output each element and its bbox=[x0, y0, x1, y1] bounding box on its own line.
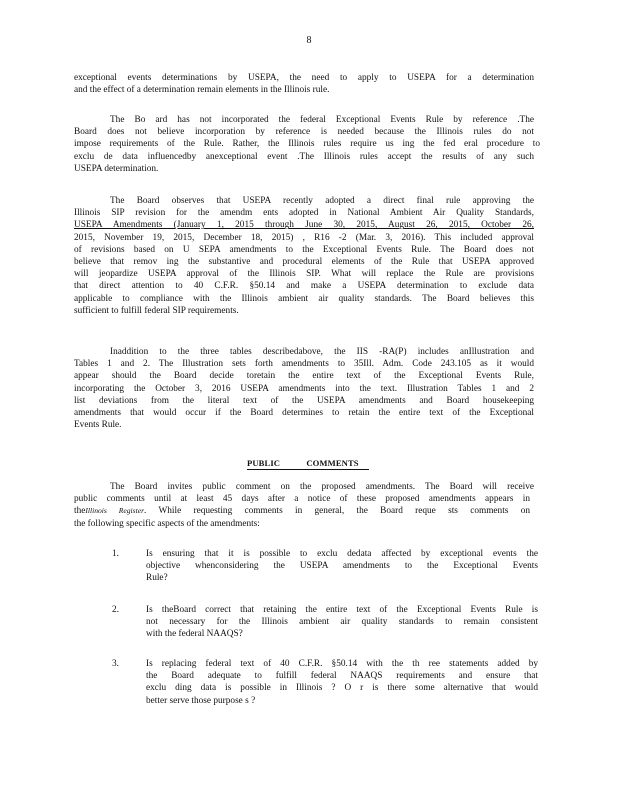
text-line: exceptional events determinations by USEPA, the need to apply to USEPA for a determination bbox=[74, 73, 534, 83]
text-line: the following specific aspects of the amendments: bbox=[74, 518, 260, 529]
question-number: 1. bbox=[112, 549, 119, 559]
text-line: appear should the Board decide toretain the entire text of the Exceptional Events Rule, bbox=[74, 371, 534, 382]
journal-title: Illinois Register bbox=[85, 506, 145, 516]
text-line bbox=[74, 505, 530, 517]
text-line: of revisions based on U SEPA amendments to the Exceptional Events Rule. The Board does not bbox=[74, 244, 534, 255]
text-line: Is ensuring that it is possible to exclu dedata affected by exceptional events the bbox=[146, 549, 538, 559]
text-line: Illinois SIP revision for the amendm ents adopted in National Ambient Air Quality Standards, bbox=[74, 208, 534, 219]
text-line: list deviations from the literal text of the USEPA amendments and Board housekeeping bbox=[74, 395, 534, 406]
text-line: objective whenconsidering the USEPA amendments to the Exceptional Events bbox=[146, 561, 538, 572]
paragraph-4 bbox=[74, 346, 534, 431]
page-number: 8 bbox=[306, 35, 312, 46]
text-line: that direct attention to 40 C.F.R. §50.14 and make a USEPA determination to exclude data bbox=[74, 281, 534, 292]
text-line: Board does not believe incorporation by reference is needed because the Illinois rules do not bbox=[74, 127, 534, 138]
text-line: the Board adequate to fulfill federal NAAQS requirements and ensure that bbox=[146, 671, 538, 682]
question-number: 2. bbox=[112, 605, 119, 615]
text-line: applicable to compliance with the Illinois ambient air quality standards. The Board believes this bbox=[74, 293, 534, 304]
text-line: believe that remov ing the substantive and procedural elements of the Rule that USEPA approved bbox=[74, 257, 534, 268]
text-line: and the effect of a determination remain elements in the Illinois rule. bbox=[74, 85, 330, 96]
text-line: The Board observes that USEPA recently adopted a direct final rule approving the bbox=[110, 196, 534, 206]
public-comments-paragraph bbox=[74, 481, 534, 530]
text-line: public comments until at least 45 days after a notice of these proposed amendments appears in bbox=[74, 494, 530, 505]
paragraph-3 bbox=[74, 195, 534, 317]
text-line: USEPA determination. bbox=[74, 163, 159, 174]
text-line: The Bo ard has not incorporated the federal Exceptional Events Rule by reference .The bbox=[110, 115, 534, 125]
text-line: Is replacing federal text of 40 C.F.R. §50.14 with the th ree statements added by bbox=[146, 659, 538, 669]
text-line: better serve those purpose s ? bbox=[146, 695, 256, 706]
text-line: Is theBoard correct that retaining the entire text of the Exceptional Events Rule is bbox=[146, 605, 538, 615]
text-line: exclu ding data is possible in Illinois ? O r is there some alternative that would bbox=[146, 683, 538, 694]
text-line: with the federal NAAQS? bbox=[146, 629, 243, 640]
text-line: sufficient to fulfill federal SIP requirements. bbox=[74, 305, 239, 316]
section-heading: PUBLIC COMMENTS bbox=[247, 458, 369, 470]
text-line: The Board invites public comment on the proposed amendments. The Board will receive bbox=[110, 482, 534, 492]
question-number: 3. bbox=[112, 659, 119, 669]
text-line: Events Rule. bbox=[74, 420, 122, 431]
text-line: Tables 1 and 2. The Illustration sets forth amendments to 35Ill. Adm. Code 243.105 as it would bbox=[74, 359, 534, 370]
text-line: impose requirements of the Rule. Rather, the Illinois rules require us ing the fed eral procedure to bbox=[74, 139, 540, 150]
text-line: exclu de data influencedby anexceptional event .The Illinois rules accept the results of any such bbox=[74, 151, 534, 162]
text-line: amendments that would occur if the Board determines to retain the entire text of the Exceptional bbox=[74, 408, 534, 419]
text-line: Inaddition to the three tables describedabove, the IIS -RA(P) includes anIllustration and bbox=[110, 347, 534, 357]
text-fragment: the bbox=[74, 506, 86, 517]
citation-line: USEPA Amendments (January 1, 2015 through June 30, 2015, August 26, 2015, October 26, bbox=[74, 220, 534, 231]
text-fragment: . While requesting comments in general, the Board reque sts comments on bbox=[144, 506, 530, 517]
text-line: Rule? bbox=[146, 573, 168, 584]
paragraph-1 bbox=[74, 72, 534, 96]
paragraph-2 bbox=[74, 114, 540, 175]
text-line: incorporating the October 3, 2016 USEPA amendments into the text. Illustration Tables 1 and 2 bbox=[74, 383, 534, 394]
citation-line: 2015, November 19, 2015, December 18, 2015) , R16 -2 (Mar. 3, 2016). This included approval bbox=[74, 232, 534, 243]
text-line: will jeopardize USEPA approval of the Illinois SIP. What will replace the Rule are provisions bbox=[74, 269, 534, 280]
text-line: not necessary for the Illinois ambient air quality standards to remain consistent bbox=[146, 617, 538, 628]
